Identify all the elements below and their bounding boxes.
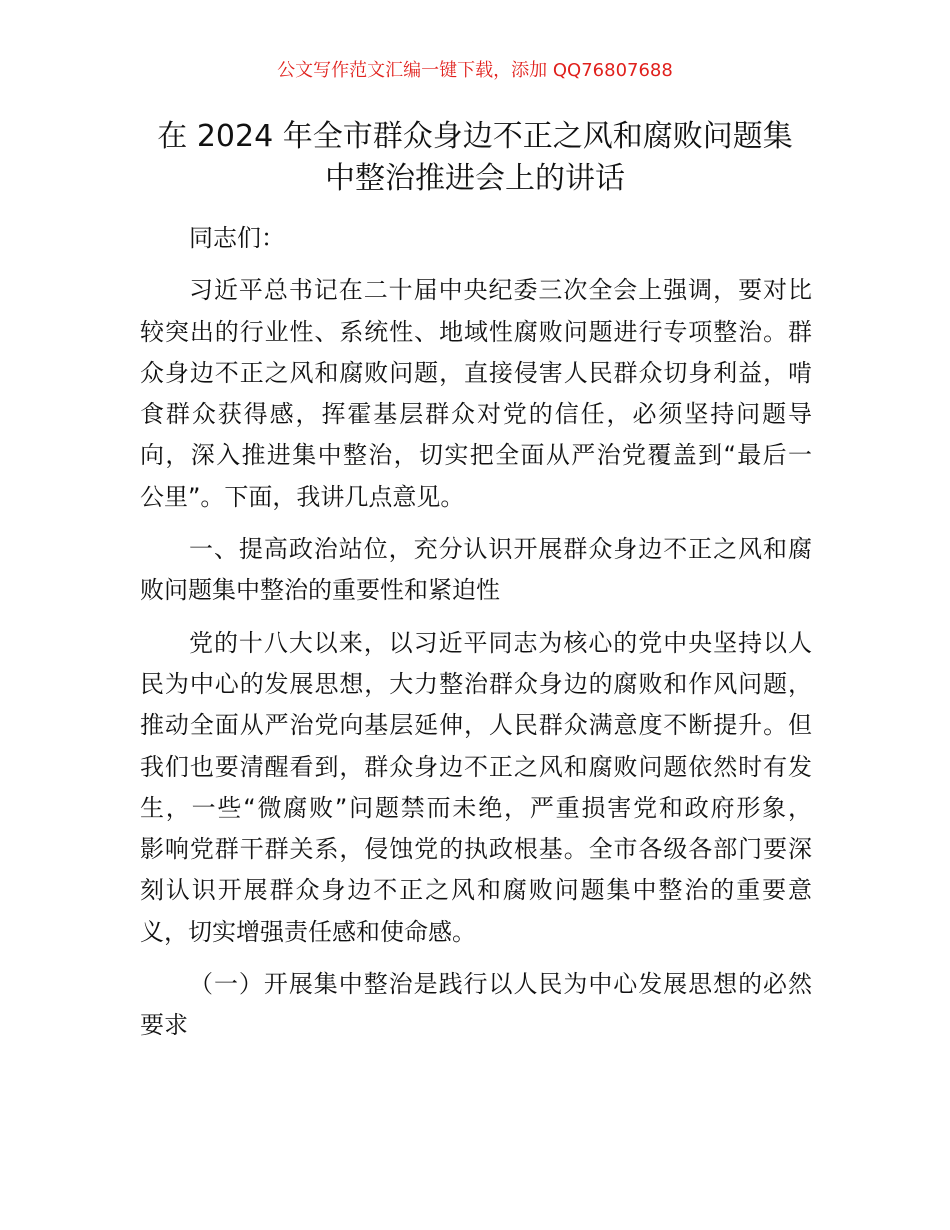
paragraph-line: 刻认识开展群众身边不正之风和腐败问题集中整治的重要意 [140,876,812,905]
paragraph-line: 同志们： [189,224,285,252]
title-line: 中整治推进会上的讲话 [325,161,625,196]
watermark-header: 公文写作范文汇编一键下载，添加 QQ76807688 [277,60,673,81]
paragraph [140,270,812,518]
title-line: 在 2024 年全市群众身边不正之风和腐败问题集 [157,119,793,154]
paragraph-line: （一）开展集中整治是践行以人民为中心发展思想的必然 [189,970,812,999]
paragraph-line: 众身边不正之风和腐败问题，直接侵害人民群众切身利益，啃 [140,358,812,387]
paragraph-line: 生，一些“微腐败”问题禁而未绝，严重损害党和政府形象， [140,793,812,822]
paragraph-line: 公里”。下面，我讲几点意见。 [140,482,465,511]
paragraph [140,218,812,259]
paragraph-line: 向，深入推进集中整治，切实把全面从严治党覆盖到“最后一 [140,441,812,470]
document-title [130,116,820,200]
paragraph-line: 较突出的行业性、系统性、地域性腐败问题进行专项整治。群 [140,317,812,346]
paragraph-line: 党的十八大以来，以习近平同志为核心的党中央坚持以人 [189,628,812,657]
paragraph-line: 食群众获得感，挥霍基层群众对党的信任，必须坚持问题导 [140,400,812,429]
document-body [140,218,812,1058]
paragraph-line: 民为中心的发展思想，大力整治群众身边的腐败和作风问题， [140,669,812,698]
paragraph-line: 义，切实增强责任感和使命感。 [140,917,476,946]
paragraph-line: 败问题集中整治的重要性和紧迫性 [140,576,500,605]
paragraph [140,529,812,612]
paragraph [140,623,812,953]
paragraph-line: 要求 [140,1011,188,1040]
paragraph-line: 我们也要清醒看到，群众身边不正之风和腐败问题依然时有发 [140,752,812,781]
paragraph-line: 影响党群干群关系，侵蚀党的执政根基。全市各级各部门要深 [140,835,812,864]
paragraph-line: 一、提高政治站位，充分认识开展群众身边不正之风和腐 [189,535,812,564]
paragraph-line: 推动全面从严治党向基层延伸，人民群众满意度不断提升。但 [140,711,812,740]
paragraph-line: 习近平总书记在二十届中央纪委三次全会上强调，要对比 [189,276,812,305]
paragraph [140,964,812,1047]
